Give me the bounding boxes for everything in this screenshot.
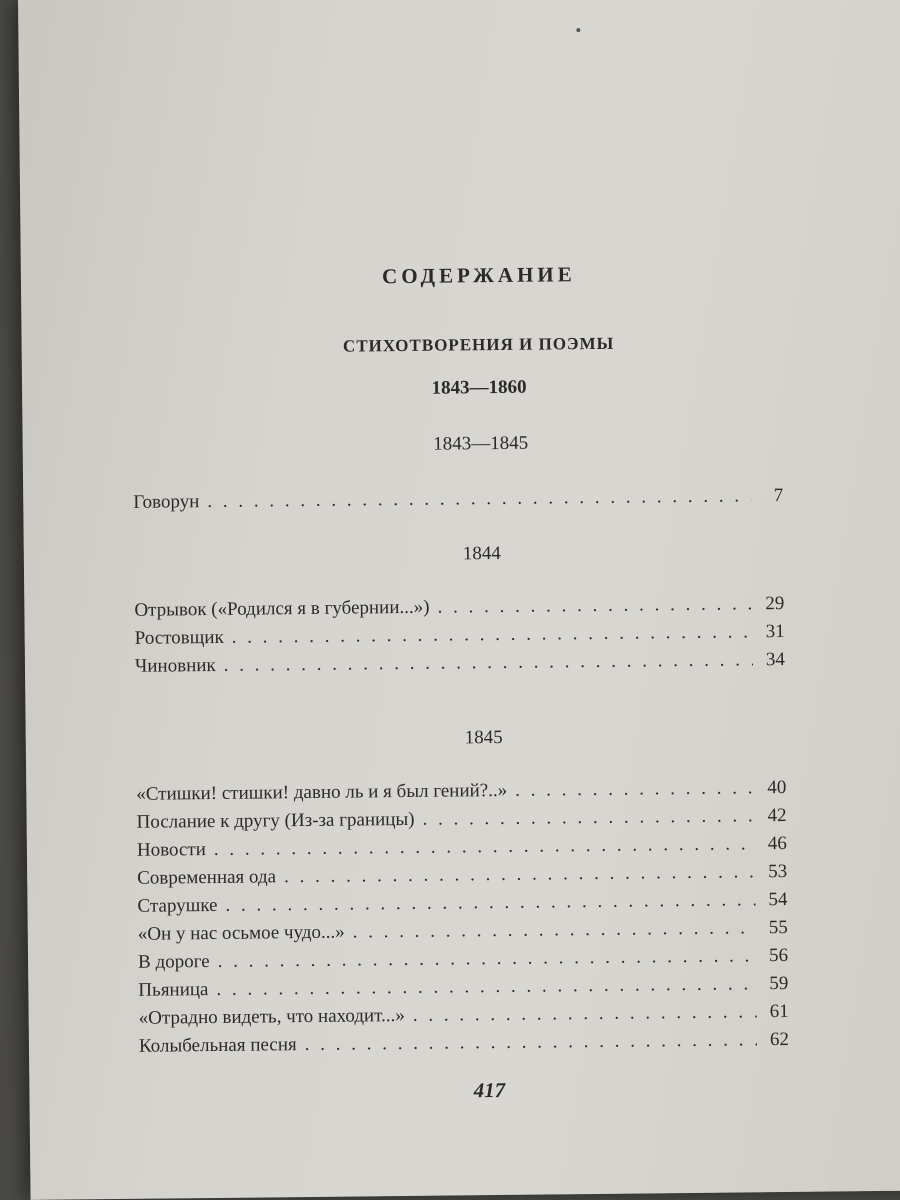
leader-dots: [353, 914, 756, 946]
entry-title: Ростовщик: [134, 626, 224, 649]
toc-entry[interactable]: [133, 482, 783, 517]
contents-heading: СОДЕРЖАНИЕ: [381, 262, 576, 289]
entry-title: «Он у нас осьмое чудо...»: [137, 921, 345, 945]
entry-page: 29: [765, 593, 785, 615]
year-heading: 1845: [464, 726, 503, 749]
entry-page: 59: [769, 972, 789, 995]
entry-title: Послание к другу (Из-за границы): [136, 808, 415, 833]
toc-entry[interactable]: [139, 1026, 789, 1061]
entry-title: Колыбельная песня: [138, 1034, 297, 1057]
leader-dots: [207, 482, 751, 516]
entry-page: 61: [769, 1000, 789, 1023]
entry-title: Говорун: [133, 491, 200, 513]
entry-page: 40: [767, 776, 787, 799]
entry-page: 34: [765, 649, 786, 671]
leader-dots: [422, 802, 754, 833]
toc-list: [134, 590, 785, 681]
entry-title: Старушке: [137, 894, 218, 917]
entry-title: Чиновник: [134, 654, 216, 677]
entry-page: 53: [768, 860, 788, 883]
entry-title: Отрывок («Родился я в губернии...»): [134, 596, 430, 621]
entry-page: 46: [767, 832, 787, 855]
entry-page: 31: [765, 621, 785, 643]
period-range: 1843—1860: [431, 376, 527, 399]
entry-title: Пьяница: [138, 979, 209, 1001]
entry-page: 56: [768, 944, 789, 967]
leader-dots: [224, 646, 754, 680]
entry-page: 62: [769, 1028, 790, 1051]
toc-entry[interactable]: [135, 646, 785, 681]
entry-title: Современная ода: [137, 866, 277, 889]
entry-page: 54: [768, 888, 788, 911]
section-subheading: СТИХОТВОРЕНИЯ И ПОЭМЫ: [342, 333, 615, 356]
leader-dots: [413, 998, 757, 1030]
paper-spot: [576, 28, 580, 32]
leader-dots: [437, 590, 752, 621]
entry-title: «Отрадно видеть, что находит...»: [138, 1005, 405, 1029]
entry-title: «Стишки! стишки! давно ль и я был гений?..»: [136, 779, 508, 805]
leader-dots: [515, 774, 754, 805]
entry-title: Новости: [136, 839, 206, 861]
year-heading: 1843—1845: [433, 432, 529, 455]
entry-page: 42: [767, 804, 787, 827]
leader-dots: [305, 1026, 758, 1059]
entry-page: 7: [773, 485, 784, 507]
book-page: [18, 0, 900, 1200]
entry-title: В дороге: [137, 951, 210, 973]
year-heading: 1844: [462, 542, 501, 565]
entry-page: 55: [768, 916, 788, 939]
toc-list: [136, 774, 789, 1061]
page-number: 417: [473, 1077, 506, 1103]
toc-list: [133, 482, 783, 517]
